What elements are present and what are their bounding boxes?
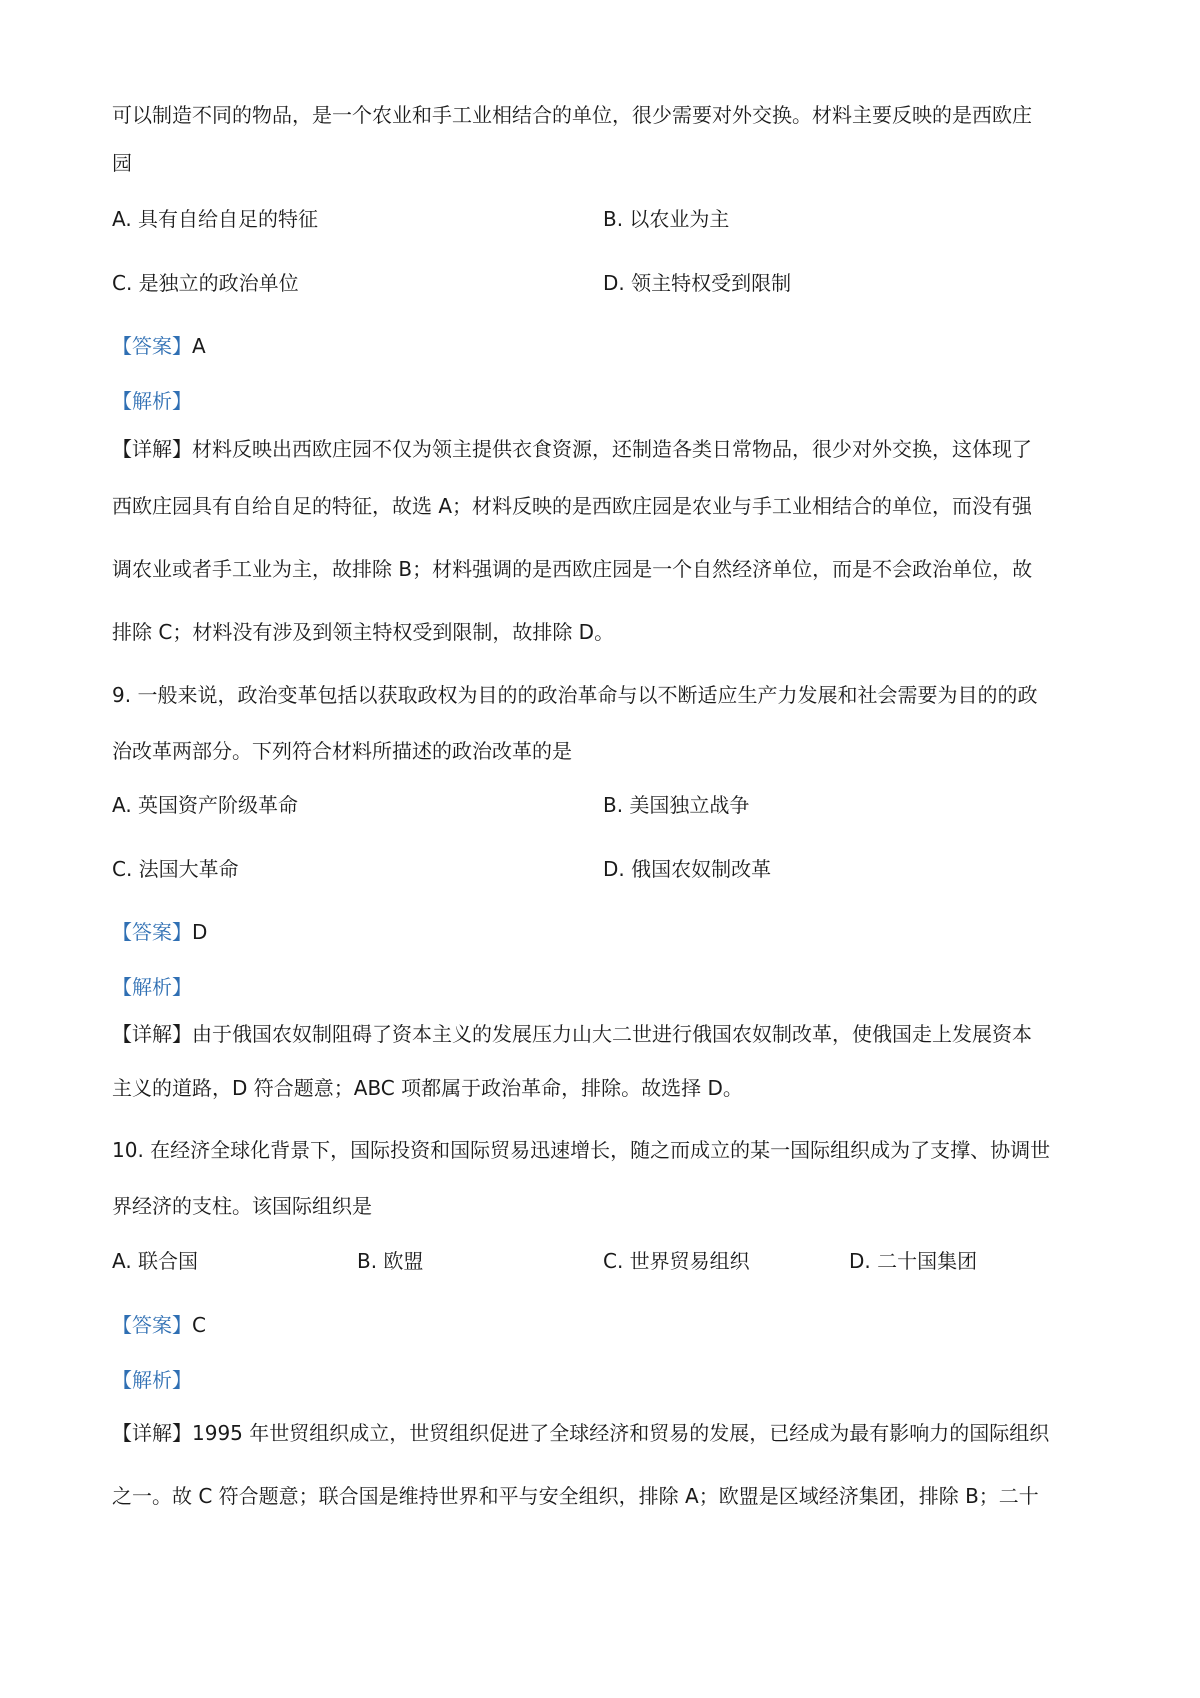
answer-tag: 【答案】 [112,920,192,944]
q9-analysis-tag: 【解析】 [112,975,192,999]
answer-value: A [192,334,206,358]
q10-stem-line1: 10. 在经济全球化背景下，国际投资和国际贸易迅速增长，随之而成立的某一国际组织成为了支撑、协调世 [112,1138,1051,1162]
q8-answer [112,333,206,359]
q9-detail-line2: 主义的道路，D 符合题意；ABC 项都属于政治革命，排除。故选择 D。 [112,1076,743,1100]
q9-option-c: C. 法国大革命 [112,857,239,881]
answer-value: C [192,1313,206,1337]
q8-detail-line1: 【详解】材料反映出西欧庄园不仅为领主提供衣食资源，还制造各类日常物品，很少对外交换，这体现了 [112,437,1032,461]
q9-stem-line1: 9. 一般来说，政治变革包括以获取政权为目的的政治革命与以不断适应生产力发展和社会需要为目的的政 [112,683,1038,707]
q9-option-d: D. 俄国农奴制改革 [603,857,772,881]
q10-detail-line2: 之一。故 C 符合题意；联合国是维持世界和平与安全组织，排除 A；欧盟是区域经济集团，排除 B；二十 [112,1484,1039,1508]
q8-option-b: B. 以农业为主 [603,207,730,231]
q8-analysis-tag: 【解析】 [112,389,192,413]
q10-analysis-tag: 【解析】 [112,1368,192,1392]
q9-answer [112,919,207,945]
q8-detail-line4: 排除 C；材料没有涉及到领主特权受到限制，故排除 D。 [112,620,615,644]
q9-option-a: A. 英国资产阶级革命 [112,793,299,817]
answer-tag: 【答案】 [112,1313,192,1337]
q8-option-c: C. 是独立的政治单位 [112,271,299,295]
answer-value: D [192,920,208,944]
q9-stem-line2: 治改革两部分。下列符合材料所描述的政治改革的是 [112,739,572,763]
q10-answer [112,1312,206,1338]
q10-option-d: D. 二十国集团 [849,1249,978,1273]
q8-detail-line3: 调农业或者手工业为主，故排除 B；材料强调的是西欧庄园是一个自然经济单位，而是不会政治单位，故 [112,557,1033,581]
q10-option-b: B. 欧盟 [357,1249,424,1273]
q10-option-a: A. 联合国 [112,1249,199,1273]
q9-option-b: B. 美国独立战争 [603,793,750,817]
q10-option-c: C. 世界贸易组织 [603,1249,750,1273]
q8-detail-line2: 西欧庄园具有自给自足的特征，故选 A；材料反映的是西欧庄园是农业与手工业相结合的单位，而没有强 [112,494,1033,518]
q10-detail-line1: 【详解】1995 年世贸组织成立，世贸组织促进了全球经济和贸易的发展，已经成为最有影响力的国际组织 [112,1421,1050,1445]
q8-option-d: D. 领主特权受到限制 [603,271,792,295]
q10-stem-line2: 界经济的支柱。该国际组织是 [112,1194,372,1218]
q8-stem-line1: 可以制造不同的物品，是一个农业和手工业相结合的单位，很少需要对外交换。材料主要反映的是西欧庄 [112,103,1032,127]
q8-stem-line2: 园 [112,151,132,175]
q9-detail-line1: 【详解】由于俄国农奴制阻碍了资本主义的发展压力山大二世进行俄国农奴制改革，使俄国走上发展资本 [112,1022,1032,1046]
q8-option-a: A. 具有自给自足的特征 [112,207,319,231]
answer-tag: 【答案】 [112,334,192,358]
